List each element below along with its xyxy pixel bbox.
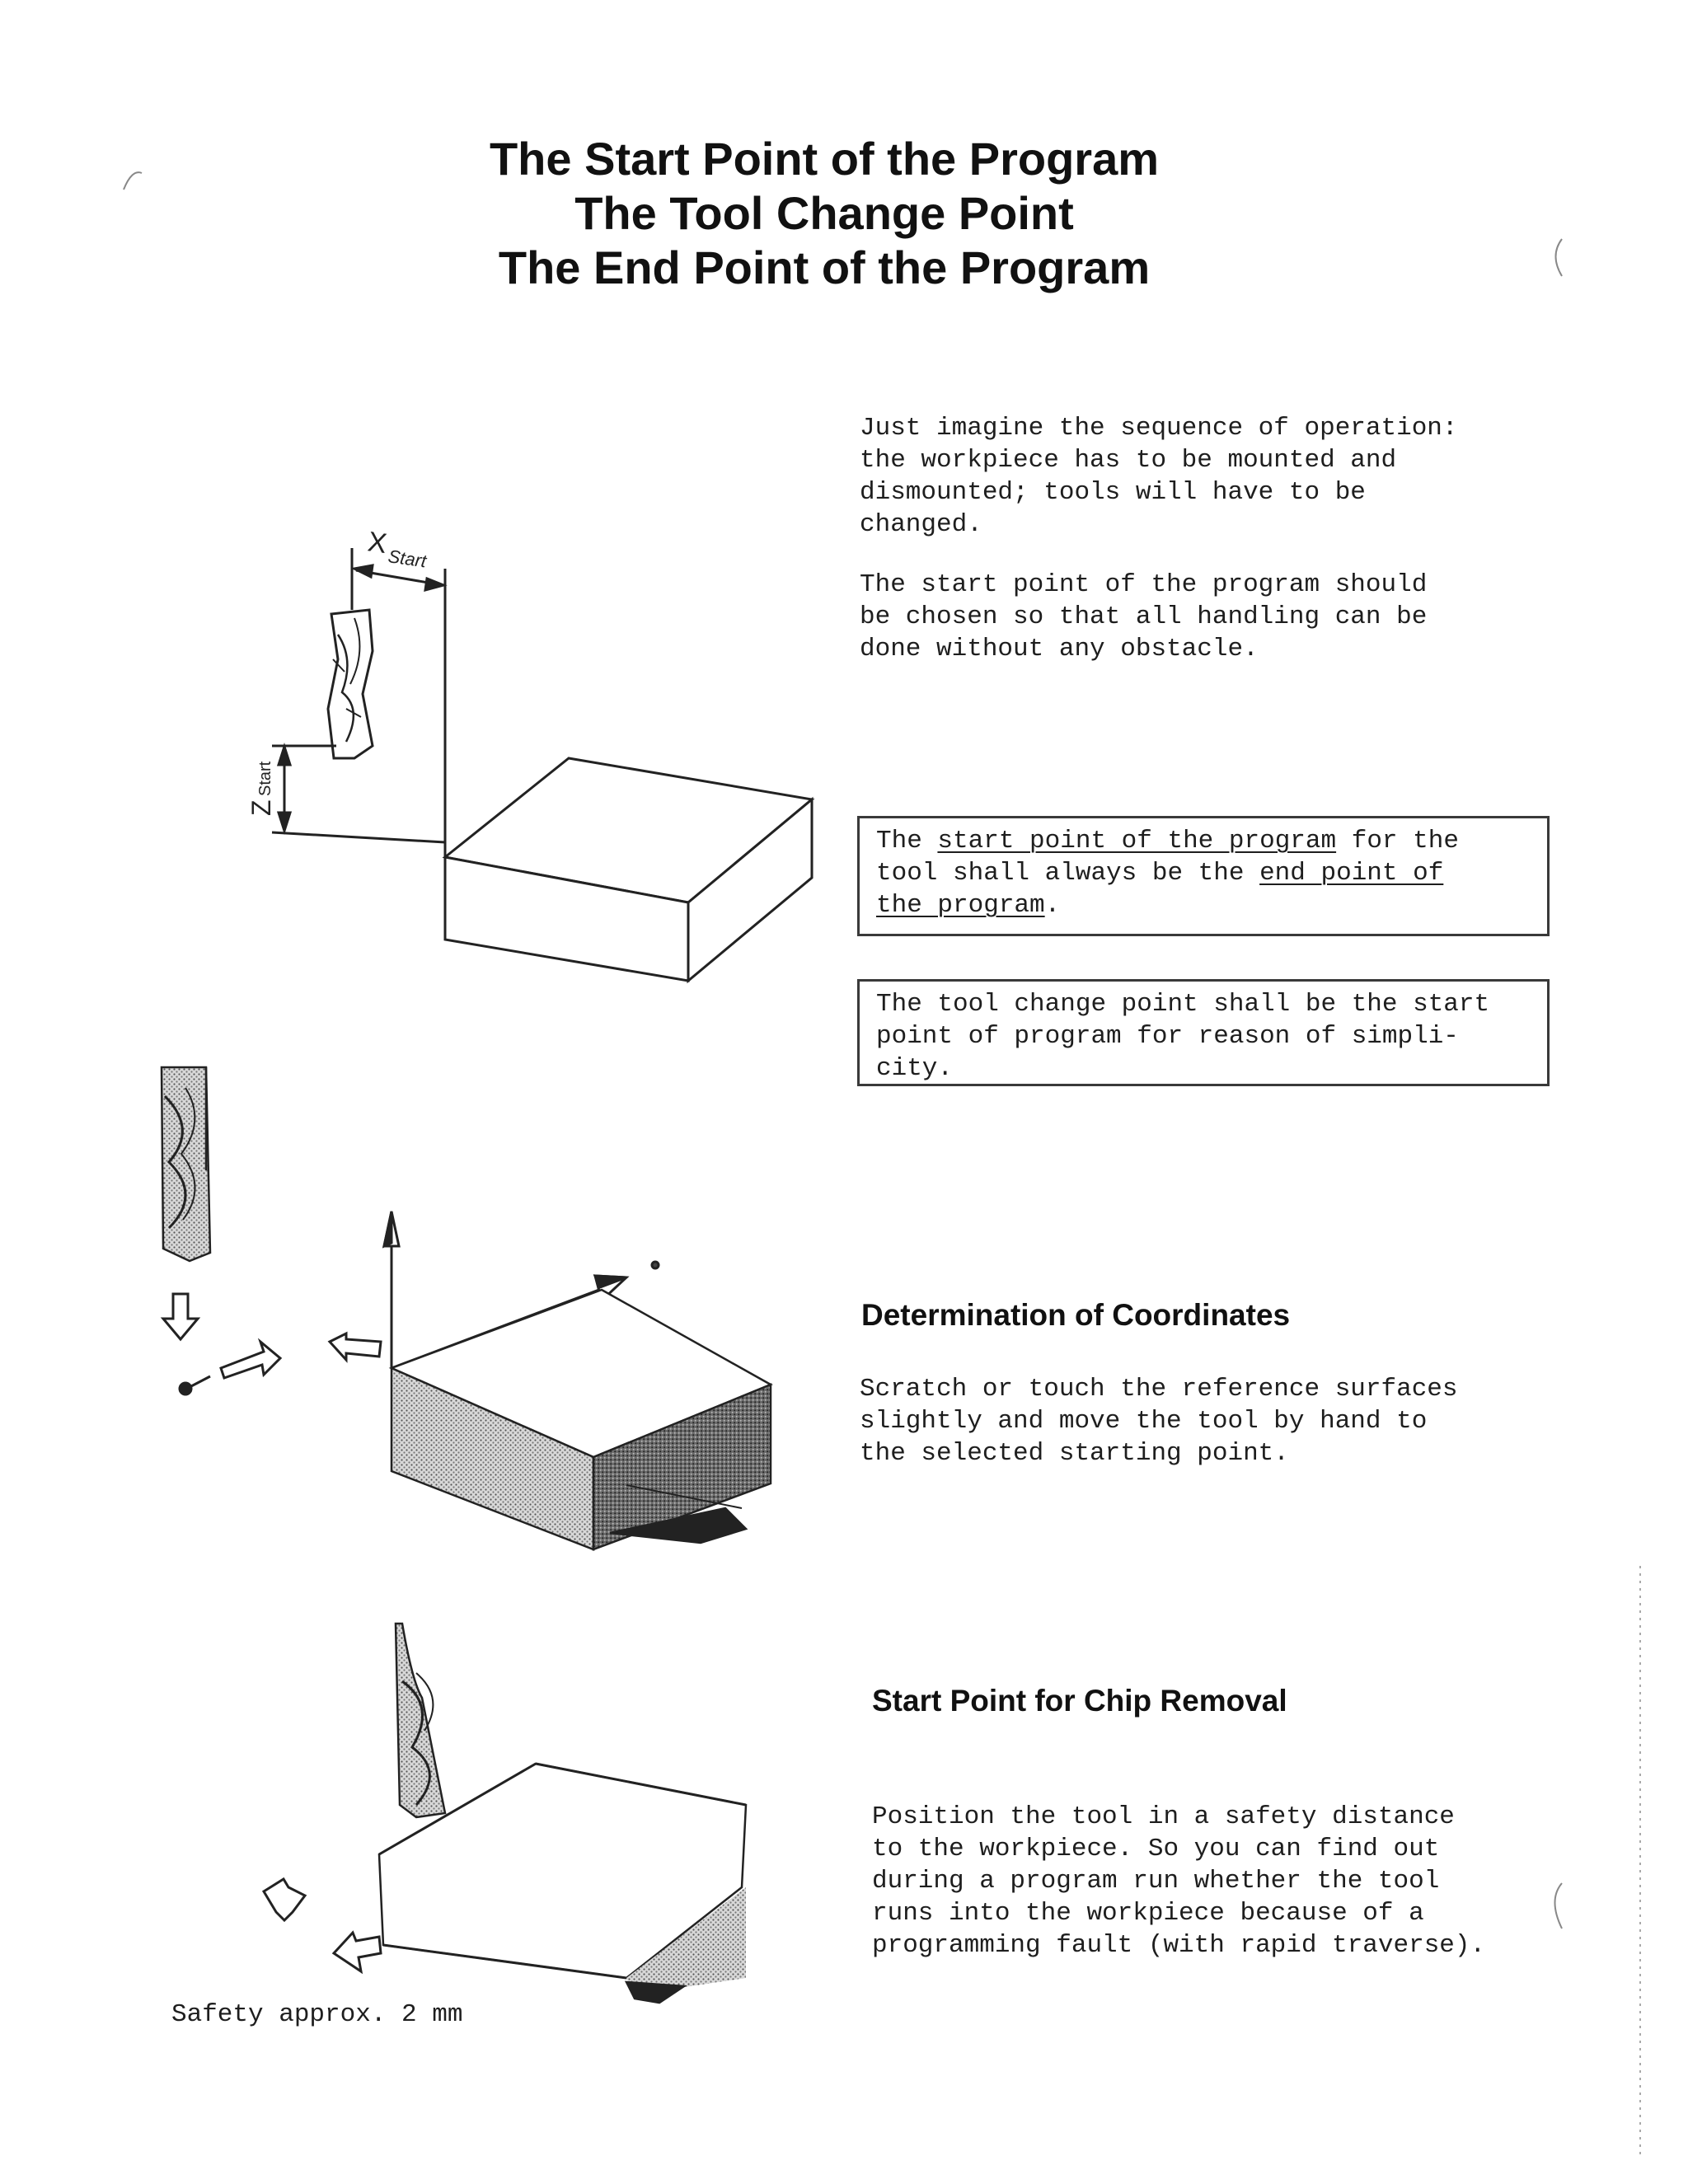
x-start-dimension (352, 548, 445, 857)
shaded-workpiece (392, 1290, 771, 1549)
cutter-tool-2 (396, 1624, 445, 1817)
cutter-tool (162, 1067, 210, 1261)
move-arrows (163, 1294, 381, 1394)
heading-determination-of-coordinates: Determination of Coordinates (861, 1298, 1291, 1332)
figure-coordinates (162, 1067, 771, 1549)
rule-text-b: for the tool shall always be the (876, 827, 1459, 888)
chip-removal-paragraph: Position the tool in a safety distance to the workpiece. So you can find out during a program run whether the tool runs into the workpiece because of a programming fault (with rapid traverse). (872, 1802, 1486, 1960)
figure-chip-removal (264, 1624, 746, 2003)
x-start-subscript: Start (387, 546, 428, 572)
scan-marks (124, 172, 1640, 2159)
title-end-point: The End Point of the Program (498, 241, 1151, 293)
rule-text-a: The (876, 827, 938, 855)
end-mill-tool (328, 610, 373, 758)
x-start-label: X (365, 526, 389, 560)
z-start-label: Z (246, 799, 276, 816)
title-start-point: The Start Point of the Program (489, 133, 1160, 185)
intro-paragraph-1: Just imagine the sequence of operation: the workpiece has to be mounted and dismounted; tools will have to be changed. (860, 414, 1458, 539)
z-start-subscript: Start (256, 761, 274, 796)
rule-box-tool-change: The tool change point shall be the start point of program for reason of simpli- city. (857, 979, 1550, 1086)
start-point-term: start point of the program (937, 827, 1337, 855)
workpiece-block (445, 758, 812, 981)
intro-paragraph-2: The start point of the program should be chosen so that all handling can be done without any obstacle. (860, 570, 1428, 663)
title-tool-change-point: The Tool Change Point (574, 187, 1074, 239)
heading-start-point-chip-removal: Start Point for Chip Removal (872, 1684, 1287, 1718)
z-start-dimension (272, 746, 445, 842)
safety-caption: Safety approx. 2 mm (171, 2000, 463, 2029)
coordinates-paragraph: Scratch or touch the reference surfaces slightly and move the tool by hand to the selected starting point. (860, 1375, 1458, 1468)
rule-text-c: . (1044, 891, 1061, 920)
safety-arrows (264, 1879, 381, 1971)
figure-start-point (246, 526, 812, 981)
end-point-term: end point of the program (876, 859, 1444, 920)
